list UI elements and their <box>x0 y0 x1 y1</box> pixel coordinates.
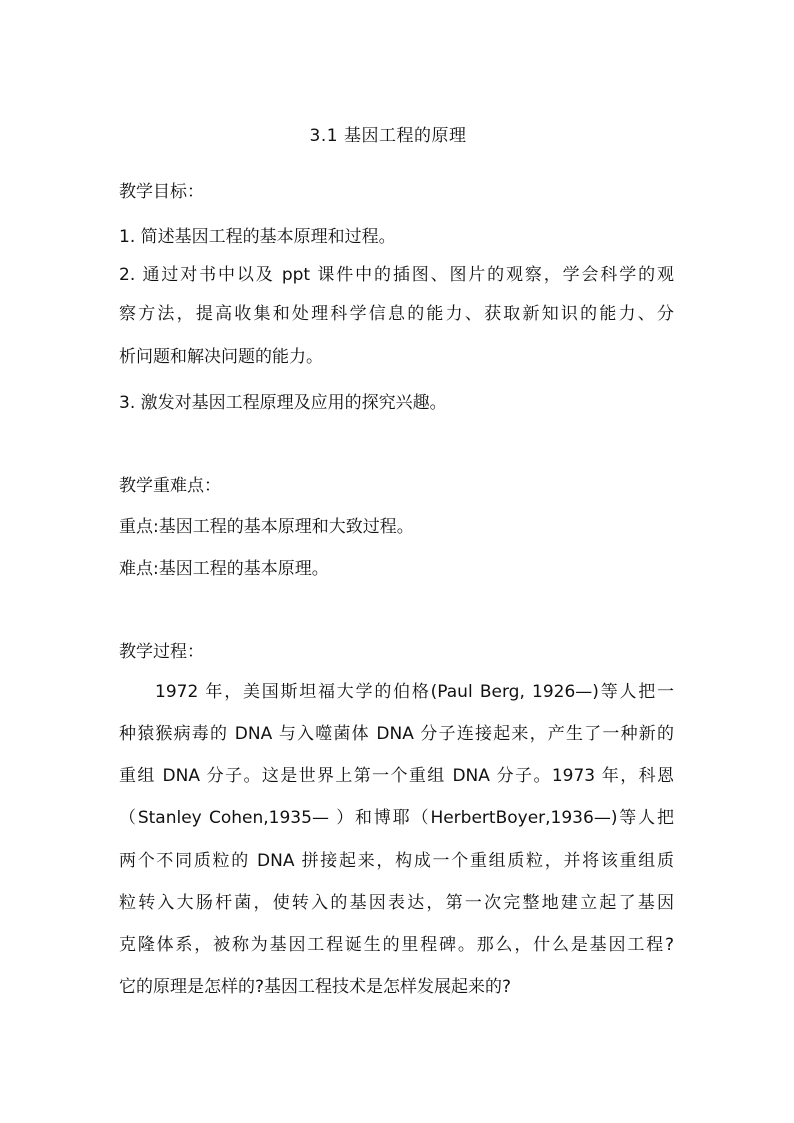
process-paragraph-line: 粒转入大肠杆菌，使转入的基因表达，第一次完整地建立起了基因 <box>119 893 674 913</box>
key-point-important: 重点:基因工程的基本原理和大致过程。 <box>119 517 414 537</box>
process-paragraph-line: 克隆体系，被称为基因工程诞生的里程碑。那么，什么是基因工程? <box>119 935 674 955</box>
key-points-heading: 教学重难点： <box>119 476 221 496</box>
document-title: 3.1 基因工程的原理 <box>309 126 467 146</box>
objective-item-2-line-2: 察方法，提高收集和处理科学信息的能力、获取新知识的能力、分 <box>119 304 674 324</box>
process-paragraph-line: （Stanley Cohen,1935— ）和博耶（HerbertBoyer,1936—)等人把 <box>119 808 674 828</box>
process-paragraph-line: 两个不同质粒的 DNA 拼接起来，构成一个重组质粒，并将该重组质 <box>119 851 674 871</box>
process-paragraph-line: 它的原理是怎样的?基因工程技术是怎样发展起来的? <box>119 977 512 997</box>
objective-item-1: 1. 简述基因工程的基本原理和过程。 <box>119 227 396 247</box>
process-paragraph-line: 1972 年，美国斯坦福大学的伯格(Paul Berg, 1926—)等人把一 <box>155 682 674 702</box>
process-heading: 教学过程： <box>119 642 204 662</box>
key-point-difficult: 难点:基因工程的基本原理。 <box>119 559 329 579</box>
objectives-heading: 教学目标： <box>119 182 204 202</box>
objective-item-2-line-3: 析问题和解决问题的能力。 <box>119 347 323 367</box>
process-paragraph-line: 种猿猴病毒的 DNA 与入噬菌体 DNA 分子连接起来，产生了一种新的 <box>119 724 674 744</box>
objective-item-2-line-1: 2. 通过对书中以及 ppt 课件中的插图、图片的观察，学会科学的观 <box>119 265 674 285</box>
process-paragraph-line: 重组 DNA 分子。这是世界上第一个重组 DNA 分子。1973 年，科恩 <box>119 766 674 786</box>
objective-item-3: 3. 激发对基因工程原理及应用的探究兴趣。 <box>119 393 447 413</box>
